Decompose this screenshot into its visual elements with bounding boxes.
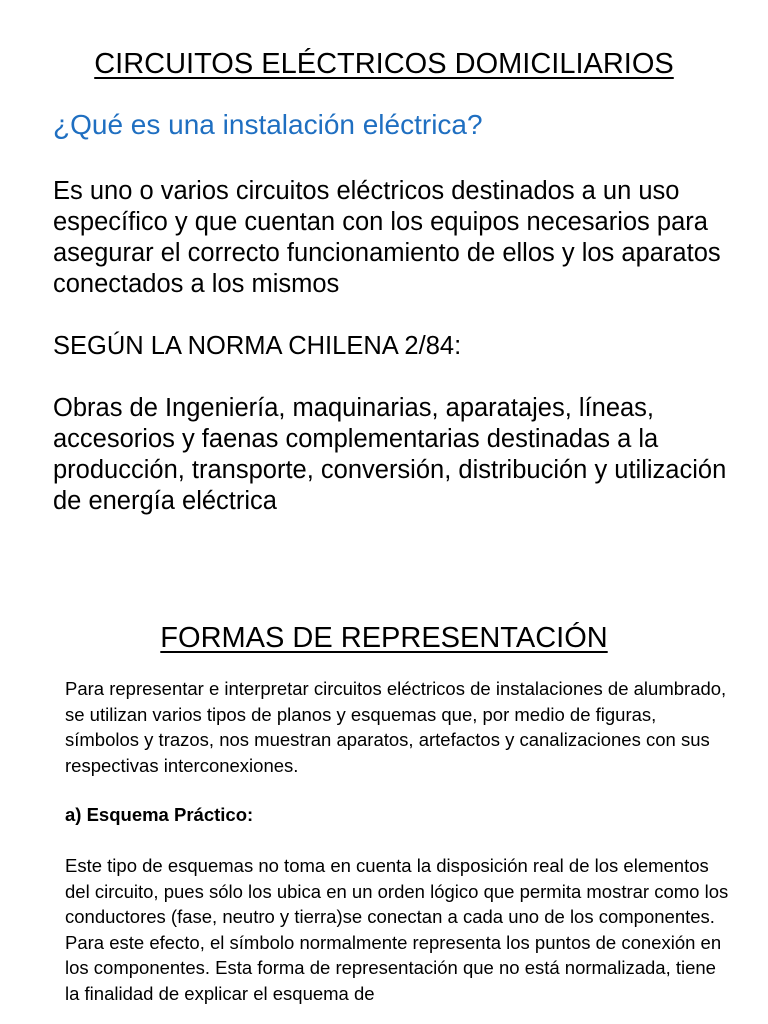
document-title [0, 48, 768, 80]
norma-heading: SEGÚN LA NORMA CHILENA 2/84: [53, 332, 462, 360]
section-title [0, 622, 768, 654]
norma-paragraph: Obras de Ingeniería, maquinarias, aparatajes, líneas, accesorios y faenas complementarias destinadas a la producción, transporte, conversión, distribución y utilización de energía eléctrica [53, 394, 727, 515]
subheading: a) Esquema Práctico: [65, 804, 254, 825]
section-title-text: FORMAS DE REPRESENTACIÓN [160, 622, 608, 654]
question-heading: ¿Qué es una instalación eléctrica? [53, 109, 483, 140]
intro-paragraph: Para representar e interpretar circuitos eléctricos de instalaciones de alumbrado, se utilizan varios tipos de planos y esquemas que, por medio de figuras, símbolos y trazos, nos muestran aparatos, artefactos y canalizaciones con sus respectivas interconexiones. [65, 678, 727, 776]
document-title-text: CIRCUITOS ELÉCTRICOS DOMICILIARIOS [94, 48, 674, 80]
body-paragraph: Este tipo de esquemas no toma en cuenta la disposición real de los elementos del circuito, pues sólo los ubica en un orden lógico que permita mostrar como los conductores (fase, neutro y tierra)se conectan a cada uno de los componentes. Para este efecto, el símbolo normalmente representa los puntos de conexión en los componentes. Esta forma de representación que no está normalizada, tiene la finalidad de explicar el esquema de [65, 855, 729, 1004]
definition-paragraph: Es uno o varios circuitos eléctricos destinados a un uso específico y que cuentan con los equipos necesarios para asegurar el correcto funcionamiento de ellos y los aparatos conectados a los mismos [53, 177, 721, 298]
